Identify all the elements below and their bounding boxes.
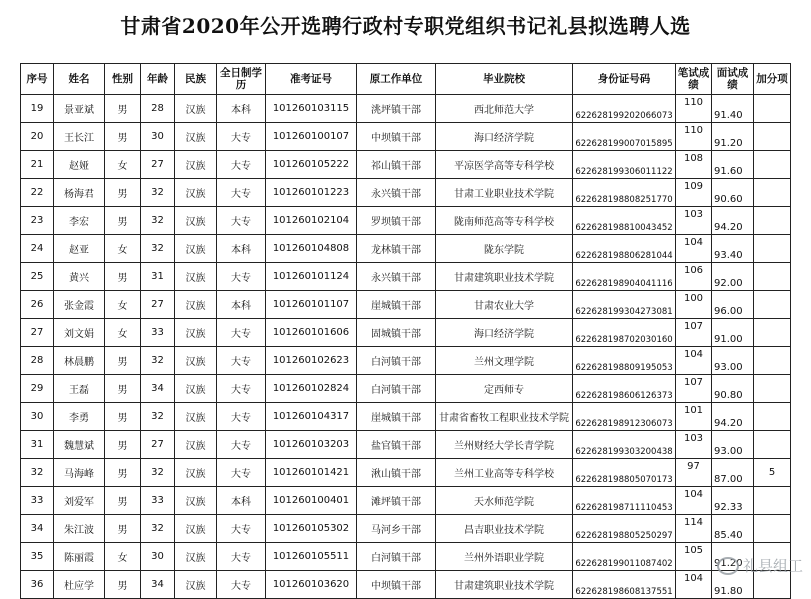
watermark-text: 礼县组工 xyxy=(742,557,803,575)
cell-edu: 本科 xyxy=(217,487,266,515)
cell-age: 31 xyxy=(141,263,175,291)
cell-eth: 汉族 xyxy=(175,375,217,403)
cell-eth: 汉族 xyxy=(175,95,217,123)
cell-exam: 101260101421 xyxy=(266,459,357,487)
cell-name: 赵亚 xyxy=(54,235,105,263)
cell-sex: 男 xyxy=(105,95,141,123)
cell-no: 20 xyxy=(21,123,54,151)
cell-school: 甘肃省畜牧工程职业技术学院 xyxy=(436,403,573,431)
cell-id: 622628198806281044 xyxy=(573,235,676,263)
cell-eth: 汉族 xyxy=(175,123,217,151)
cell-age: 30 xyxy=(141,543,175,571)
cell-edu: 大专 xyxy=(217,123,266,151)
cell-written: 114 xyxy=(676,515,712,543)
cell-no: 29 xyxy=(21,375,54,403)
cell-written: 106 xyxy=(676,263,712,291)
cell-age: 34 xyxy=(141,571,175,599)
cell-no: 35 xyxy=(21,543,54,571)
cell-edu: 大专 xyxy=(217,207,266,235)
cell-interview: 90.80 xyxy=(712,375,754,403)
cell-school: 兰州工业高等专科学校 xyxy=(436,459,573,487)
cell-school: 陇南师范高等专科学校 xyxy=(436,207,573,235)
cell-written: 105 xyxy=(676,543,712,571)
cell-no: 36 xyxy=(21,571,54,599)
cell-interview: 91.40 xyxy=(712,95,754,123)
cell-bonus: 5 xyxy=(754,459,791,487)
cell-no: 33 xyxy=(21,487,54,515)
cell-id: 622628198808251770 xyxy=(573,179,676,207)
cell-eth: 汉族 xyxy=(175,515,217,543)
cell-interview: 93.00 xyxy=(712,431,754,459)
cell-exam: 101260101606 xyxy=(266,319,357,347)
cell-edu: 本科 xyxy=(217,291,266,319)
cell-written: 104 xyxy=(676,487,712,515)
table-row xyxy=(21,291,791,319)
cell-id: 622628198805250297 xyxy=(573,515,676,543)
cell-no: 25 xyxy=(21,263,54,291)
column-header: 笔试成绩 xyxy=(676,64,712,95)
cell-bonus xyxy=(754,179,791,207)
cell-school: 海口经济学院 xyxy=(436,123,573,151)
cell-unit: 罗坝镇干部 xyxy=(357,207,436,235)
cell-name: 王磊 xyxy=(54,375,105,403)
cell-written: 107 xyxy=(676,375,712,403)
column-header: 性别 xyxy=(105,64,141,95)
cell-edu: 本科 xyxy=(217,235,266,263)
cell-interview: 94.20 xyxy=(712,207,754,235)
cell-name: 刘爱军 xyxy=(54,487,105,515)
column-header: 毕业院校 xyxy=(436,64,573,95)
cell-name: 朱江波 xyxy=(54,515,105,543)
cell-sex: 女 xyxy=(105,291,141,319)
cell-bonus xyxy=(754,403,791,431)
table-row xyxy=(21,95,791,123)
table-row xyxy=(21,487,791,515)
cell-interview: 85.40 xyxy=(712,515,754,543)
cell-exam: 101260101107 xyxy=(266,291,357,319)
cell-sex: 男 xyxy=(105,179,141,207)
cell-age: 32 xyxy=(141,347,175,375)
cell-unit: 白河镇干部 xyxy=(357,543,436,571)
cell-id: 622628199202066073 xyxy=(573,95,676,123)
cell-edu: 大专 xyxy=(217,179,266,207)
cell-edu: 本科 xyxy=(217,95,266,123)
cell-age: 32 xyxy=(141,207,175,235)
column-header: 全日制学历 xyxy=(217,64,266,95)
cell-sex: 男 xyxy=(105,459,141,487)
table-row xyxy=(21,207,791,235)
cell-exam: 101260102104 xyxy=(266,207,357,235)
cell-written: 104 xyxy=(676,347,712,375)
cell-name: 陈丽霞 xyxy=(54,543,105,571)
cell-eth: 汉族 xyxy=(175,319,217,347)
cell-bonus xyxy=(754,515,791,543)
cell-age: 30 xyxy=(141,123,175,151)
cell-age: 32 xyxy=(141,235,175,263)
cell-written: 97 xyxy=(676,459,712,487)
column-header: 原工作单位 xyxy=(357,64,436,95)
cell-interview: 94.20 xyxy=(712,403,754,431)
cell-no: 22 xyxy=(21,179,54,207)
cell-age: 32 xyxy=(141,515,175,543)
candidate-table xyxy=(20,63,791,599)
cell-eth: 汉族 xyxy=(175,431,217,459)
cell-exam: 101260103115 xyxy=(266,95,357,123)
cell-unit: 中坝镇干部 xyxy=(357,571,436,599)
cell-eth: 汉族 xyxy=(175,403,217,431)
cell-name: 杨海君 xyxy=(54,179,105,207)
column-header: 民族 xyxy=(175,64,217,95)
cell-exam: 101260105302 xyxy=(266,515,357,543)
cell-school: 兰州文理学院 xyxy=(436,347,573,375)
cell-edu: 大专 xyxy=(217,543,266,571)
cell-age: 33 xyxy=(141,319,175,347)
cell-bonus xyxy=(754,487,791,515)
cell-eth: 汉族 xyxy=(175,263,217,291)
cell-interview: 91.00 xyxy=(712,319,754,347)
table-row xyxy=(21,123,791,151)
cell-name: 张金霞 xyxy=(54,291,105,319)
cell-bonus xyxy=(754,375,791,403)
cell-name: 李勇 xyxy=(54,403,105,431)
cell-no: 30 xyxy=(21,403,54,431)
cell-id: 622628198608137551 xyxy=(573,571,676,599)
cell-exam: 101260103203 xyxy=(266,431,357,459)
cell-sex: 女 xyxy=(105,319,141,347)
cell-no: 34 xyxy=(21,515,54,543)
cell-age: 27 xyxy=(141,291,175,319)
table-row xyxy=(21,235,791,263)
cell-school: 定西师专 xyxy=(436,375,573,403)
table-row xyxy=(21,403,791,431)
cell-no: 24 xyxy=(21,235,54,263)
table-body xyxy=(21,95,791,599)
table-row xyxy=(21,151,791,179)
table-row xyxy=(21,263,791,291)
cell-name: 赵娅 xyxy=(54,151,105,179)
cell-edu: 大专 xyxy=(217,319,266,347)
cell-school: 平凉医学高等专科学校 xyxy=(436,151,573,179)
cell-name: 林晨鹏 xyxy=(54,347,105,375)
cell-edu: 大专 xyxy=(217,151,266,179)
cell-interview: 91.80 xyxy=(712,571,754,599)
cell-written: 104 xyxy=(676,571,712,599)
cell-exam: 101260102623 xyxy=(266,347,357,375)
cell-sex: 男 xyxy=(105,403,141,431)
cell-name: 杜应学 xyxy=(54,571,105,599)
cell-age: 34 xyxy=(141,375,175,403)
cell-school: 天水师范学院 xyxy=(436,487,573,515)
column-header: 序号 xyxy=(21,64,54,95)
cell-eth: 汉族 xyxy=(175,571,217,599)
cell-id: 622628198810043452 xyxy=(573,207,676,235)
cell-unit: 白河镇干部 xyxy=(357,375,436,403)
cell-exam: 101260101124 xyxy=(266,263,357,291)
cell-no: 19 xyxy=(21,95,54,123)
cell-school: 海口经济学院 xyxy=(436,319,573,347)
cell-bonus xyxy=(754,347,791,375)
table-row xyxy=(21,179,791,207)
cell-no: 23 xyxy=(21,207,54,235)
cell-id: 622628198711110453 xyxy=(573,487,676,515)
cell-age: 33 xyxy=(141,487,175,515)
wechat-icon xyxy=(717,557,739,575)
cell-sex: 女 xyxy=(105,151,141,179)
cell-school: 甘肃建筑职业技术学院 xyxy=(436,263,573,291)
cell-edu: 大专 xyxy=(217,263,266,291)
cell-name: 魏慧斌 xyxy=(54,431,105,459)
cell-unit: 祁山镇干部 xyxy=(357,151,436,179)
cell-edu: 大专 xyxy=(217,571,266,599)
table-row xyxy=(21,459,791,487)
cell-name: 景亚斌 xyxy=(54,95,105,123)
cell-name: 王长江 xyxy=(54,123,105,151)
cell-name: 马海峰 xyxy=(54,459,105,487)
cell-sex: 男 xyxy=(105,207,141,235)
cell-eth: 汉族 xyxy=(175,207,217,235)
cell-interview: 96.00 xyxy=(712,291,754,319)
cell-school: 甘肃农业大学 xyxy=(436,291,573,319)
cell-edu: 大专 xyxy=(217,459,266,487)
table-row xyxy=(21,431,791,459)
cell-unit: 固城镇干部 xyxy=(357,319,436,347)
cell-no: 28 xyxy=(21,347,54,375)
cell-exam: 101260105511 xyxy=(266,543,357,571)
cell-id: 622628198606126373 xyxy=(573,375,676,403)
cell-edu: 大专 xyxy=(217,515,266,543)
cell-exam: 101260105222 xyxy=(266,151,357,179)
cell-sex: 女 xyxy=(105,543,141,571)
cell-id: 622628198805070173 xyxy=(573,459,676,487)
column-header: 面试成绩 xyxy=(712,64,754,95)
cell-sex: 女 xyxy=(105,235,141,263)
column-header: 年龄 xyxy=(141,64,175,95)
cell-id: 622628199007015895 xyxy=(573,123,676,151)
cell-bonus xyxy=(754,431,791,459)
cell-unit: 崖城镇干部 xyxy=(357,403,436,431)
cell-edu: 大专 xyxy=(217,347,266,375)
cell-eth: 汉族 xyxy=(175,543,217,571)
cell-interview: 91.20 xyxy=(712,543,754,571)
cell-edu: 大专 xyxy=(217,375,266,403)
cell-bonus xyxy=(754,207,791,235)
cell-id: 622628198809195053 xyxy=(573,347,676,375)
cell-no: 21 xyxy=(21,151,54,179)
cell-sex: 男 xyxy=(105,375,141,403)
cell-school: 兰州财经大学长青学院 xyxy=(436,431,573,459)
cell-age: 32 xyxy=(141,403,175,431)
cell-school: 陇东学院 xyxy=(436,235,573,263)
cell-eth: 汉族 xyxy=(175,151,217,179)
cell-interview: 93.40 xyxy=(712,235,754,263)
cell-id: 622628198702030160 xyxy=(573,319,676,347)
cell-exam: 101260101223 xyxy=(266,179,357,207)
cell-id: 622628199304273081 xyxy=(573,291,676,319)
cell-eth: 汉族 xyxy=(175,487,217,515)
cell-id: 622628199011087402 xyxy=(573,543,676,571)
cell-eth: 汉族 xyxy=(175,235,217,263)
cell-exam: 101260100107 xyxy=(266,123,357,151)
cell-sex: 男 xyxy=(105,347,141,375)
cell-written: 108 xyxy=(676,151,712,179)
cell-exam: 101260100401 xyxy=(266,487,357,515)
cell-exam: 101260103620 xyxy=(266,571,357,599)
page-title: 甘肃省2020年公开选聘行政村专职党组织书记礼县拟选聘人选 xyxy=(120,14,691,38)
cell-interview: 92.00 xyxy=(712,263,754,291)
cell-bonus xyxy=(754,151,791,179)
cell-id: 622628198904041116 xyxy=(573,263,676,291)
cell-interview: 92.33 xyxy=(712,487,754,515)
cell-interview: 91.20 xyxy=(712,123,754,151)
cell-written: 104 xyxy=(676,235,712,263)
cell-age: 32 xyxy=(141,179,175,207)
table-header-row xyxy=(21,64,791,95)
cell-exam: 101260104317 xyxy=(266,403,357,431)
cell-unit: 中坝镇干部 xyxy=(357,123,436,151)
cell-interview: 87.00 xyxy=(712,459,754,487)
cell-interview: 93.00 xyxy=(712,347,754,375)
table-row xyxy=(21,375,791,403)
cell-age: 28 xyxy=(141,95,175,123)
cell-id: 622628198912306073 xyxy=(573,403,676,431)
cell-bonus xyxy=(754,95,791,123)
cell-no: 27 xyxy=(21,319,54,347)
cell-unit: 崖城镇干部 xyxy=(357,291,436,319)
cell-exam: 101260102824 xyxy=(266,375,357,403)
cell-sex: 男 xyxy=(105,263,141,291)
column-header: 加分项 xyxy=(754,64,791,95)
cell-bonus xyxy=(754,263,791,291)
cell-eth: 汉族 xyxy=(175,179,217,207)
cell-written: 107 xyxy=(676,319,712,347)
cell-name: 刘文娟 xyxy=(54,319,105,347)
cell-bonus xyxy=(754,319,791,347)
cell-bonus xyxy=(754,291,791,319)
cell-written: 110 xyxy=(676,123,712,151)
cell-id: 622628199303200438 xyxy=(573,431,676,459)
cell-eth: 汉族 xyxy=(175,347,217,375)
cell-unit: 盐官镇干部 xyxy=(357,431,436,459)
column-header: 身份证号码 xyxy=(573,64,676,95)
cell-sex: 男 xyxy=(105,515,141,543)
cell-school: 甘肃建筑职业技术学院 xyxy=(436,571,573,599)
table-row xyxy=(21,347,791,375)
cell-interview: 90.60 xyxy=(712,179,754,207)
column-header: 准考证号 xyxy=(266,64,357,95)
cell-school: 甘肃工业职业技术学院 xyxy=(436,179,573,207)
cell-exam: 101260104808 xyxy=(266,235,357,263)
cell-unit: 永兴镇干部 xyxy=(357,263,436,291)
table-row xyxy=(21,571,791,599)
table-row xyxy=(21,319,791,347)
cell-bonus xyxy=(754,123,791,151)
cell-unit: 洮坪镇干部 xyxy=(357,95,436,123)
cell-edu: 大专 xyxy=(217,431,266,459)
cell-written: 109 xyxy=(676,179,712,207)
cell-written: 103 xyxy=(676,207,712,235)
cell-eth: 汉族 xyxy=(175,459,217,487)
cell-school: 兰州外语职业学院 xyxy=(436,543,573,571)
watermark xyxy=(717,555,803,576)
cell-eth: 汉族 xyxy=(175,291,217,319)
cell-written: 103 xyxy=(676,431,712,459)
cell-interview: 91.60 xyxy=(712,151,754,179)
cell-age: 32 xyxy=(141,459,175,487)
cell-unit: 滩坪镇干部 xyxy=(357,487,436,515)
cell-age: 27 xyxy=(141,431,175,459)
cell-no: 31 xyxy=(21,431,54,459)
cell-school: 昌吉职业技术学院 xyxy=(436,515,573,543)
cell-no: 26 xyxy=(21,291,54,319)
cell-bonus xyxy=(754,235,791,263)
cell-name: 李宏 xyxy=(54,207,105,235)
cell-written: 100 xyxy=(676,291,712,319)
column-header: 姓名 xyxy=(54,64,105,95)
cell-unit: 湫山镇干部 xyxy=(357,459,436,487)
cell-sex: 男 xyxy=(105,571,141,599)
cell-unit: 马河乡干部 xyxy=(357,515,436,543)
cell-edu: 大专 xyxy=(217,403,266,431)
cell-school: 西北师范大学 xyxy=(436,95,573,123)
cell-written: 110 xyxy=(676,95,712,123)
cell-age: 27 xyxy=(141,151,175,179)
cell-id: 622628199306011122 xyxy=(573,151,676,179)
cell-sex: 男 xyxy=(105,487,141,515)
cell-unit: 白河镇干部 xyxy=(357,347,436,375)
cell-written: 101 xyxy=(676,403,712,431)
cell-unit: 龙林镇干部 xyxy=(357,235,436,263)
cell-sex: 男 xyxy=(105,123,141,151)
cell-name: 黄兴 xyxy=(54,263,105,291)
table-row xyxy=(21,543,791,571)
table-row xyxy=(21,515,791,543)
cell-sex: 男 xyxy=(105,431,141,459)
cell-no: 32 xyxy=(21,459,54,487)
cell-unit: 永兴镇干部 xyxy=(357,179,436,207)
